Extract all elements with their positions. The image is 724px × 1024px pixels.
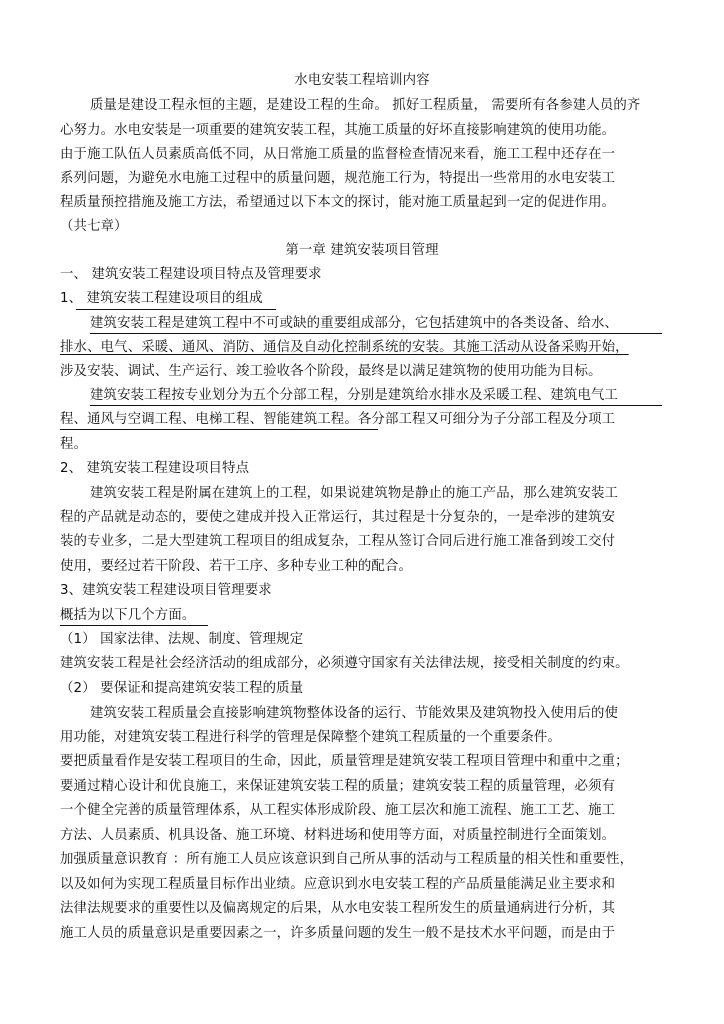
document-title: 水电安装工程培训内容 [294,73,430,88]
paragraph-line: 程、通风与空调工程、电梯工程、智能建筑工程。各分部工程又可细分为子分部工程及分项工 [60,412,616,427]
intro-line: 系列问题，为避免水电施工过程中的质量问题，规范施工行为，特提出一些常用的水电安装工 [60,171,616,186]
subsection-heading: 2、 建筑安装工程建设项目特点 [60,461,250,476]
subsection-heading: 3、建筑安装工程建设项目管理要求 [60,583,272,598]
paragraph-line: 程的产品就是动态的，要使之建成并投入正常运行，其过程是十分复杂的，一是牵涉的建筑安 [60,510,616,525]
paragraph-line: 加强质量意识教育 ：所有施工人员应该意识到自己所从事的活动与工程质量的相关性和重要性， [60,852,634,867]
underline-rule [90,333,662,334]
paragraph-line: 建筑安装工程是建筑工程中不可或缺的重要组成部分，它包括建筑中的各类设备、给水、 [90,316,619,331]
intro-line: 程质量预控措施及施工方法，希望通过以下本文的探讨，能对施工质量起到一定的促进作用。 [60,195,616,210]
paragraph-line: 要通过精心设计和优良施工，来保证建筑安装工程的质量；建筑安装工程的质量管理，必须有 [60,779,616,794]
paragraph-line: 建筑安装工程是附属在建筑上的工程，如果说建筑物是静止的施工产品，那么建筑安装工 [90,486,619,501]
intro-line: （共七章） [60,219,128,234]
paragraph-line: 建筑安装工程按专业划分为五个分部工程，分别是建筑给水排水及采暖工程、建筑电气工 [90,388,619,403]
section-heading: 一、 建筑安装工程建设项目特点及管理要求 [60,267,322,282]
underline-rule [76,309,276,310]
underline-rule [90,405,662,406]
intro-line: 质量是建设工程永恒的主题，是建设工程的生命。 抓好工程质量， 需要所有各参建人员的齐 [90,98,641,113]
underline-rule [60,429,378,430]
intro-line: 心努力。水电安装是一项重要的建筑安装工程，其施工质量的好坏直接影响建筑的使用功能。 [60,123,616,138]
paragraph-line: 法律法规要求的重要性以及偏离规定的后果，从水电安装工程所发生的质量通病进行分析，其 [60,901,616,916]
paragraph-line: 施工人员的质量意识是重要因素之一，许多质量问题的发生一般不是技术水平问题，而是由于 [60,926,616,941]
paragraph-line: 程。 [60,437,88,452]
paragraph-line: 建筑安装工程是社会经济活动的组成部分，必须遵守国家有关法律法规，接受相关制度的约束。 [60,656,629,671]
paragraph-line: 涉及安装、调试、生产运行、竣工验收各个阶段，最终是以满足建筑物的使用功能为目标。 [60,364,602,379]
paragraph-line: 装的专业多，二是大型建筑工程项目的组成复杂，工程从签订合同后进行施工准备到竣工交付 [60,534,616,549]
paragraph-line: 排水、电气、采暖、通风、消防、通信及自动化控制系统的安装。其施工活动从设备采购开始， [60,340,629,355]
item-heading: （1） 国家法律、法规、制度、管理规定 [60,632,304,647]
paragraph-line: 使用，要经过若干阶段、若干工序、多种专业工种的配合。 [60,559,413,574]
paragraph-line: 概括为以下几个方面。 [60,608,196,623]
chapter-title: 第一章 建筑安装项目管理 [285,243,439,258]
paragraph-line: 一个健全完善的质量管理体系，从工程实体形成阶段、施工层次和施工流程、施工工艺、施工 [60,803,616,818]
intro-line: 由于施工队伍人员素质高低不同，从日常施工质量的监督检查情况来看，施工工程中还存在一 [60,147,616,162]
paragraph-line: 建筑安装工程质量会直接影响建筑物整体设备的运行、节能效果及建筑物投入使用后的使 [90,706,619,721]
paragraph-line: 用功能，对建筑安装工程进行科学的管理是保障整个建筑工程质量的一个重要条件。 [60,730,562,745]
paragraph-line: 以及如何为实现工程质量目标作出业绩。应意识到水电安装工程的产品质量能满足业主要求和 [60,877,616,892]
paragraph-line: 方法、人员素质、机具设备、施工环境、材料进场和使用等方面，对质量控制进行全面策划。 [60,828,616,843]
subsection-heading: 1、 建筑安装工程建设项目的组成 [60,291,263,306]
item-heading: （2） 要保证和提高建筑安装工程的质量 [60,681,304,696]
paragraph-line: 要把质量看作是安装工程项目的生命，因此，质量管理是建筑安装工程项目管理中和重中之重； [60,754,629,769]
underline-rule [60,625,208,626]
